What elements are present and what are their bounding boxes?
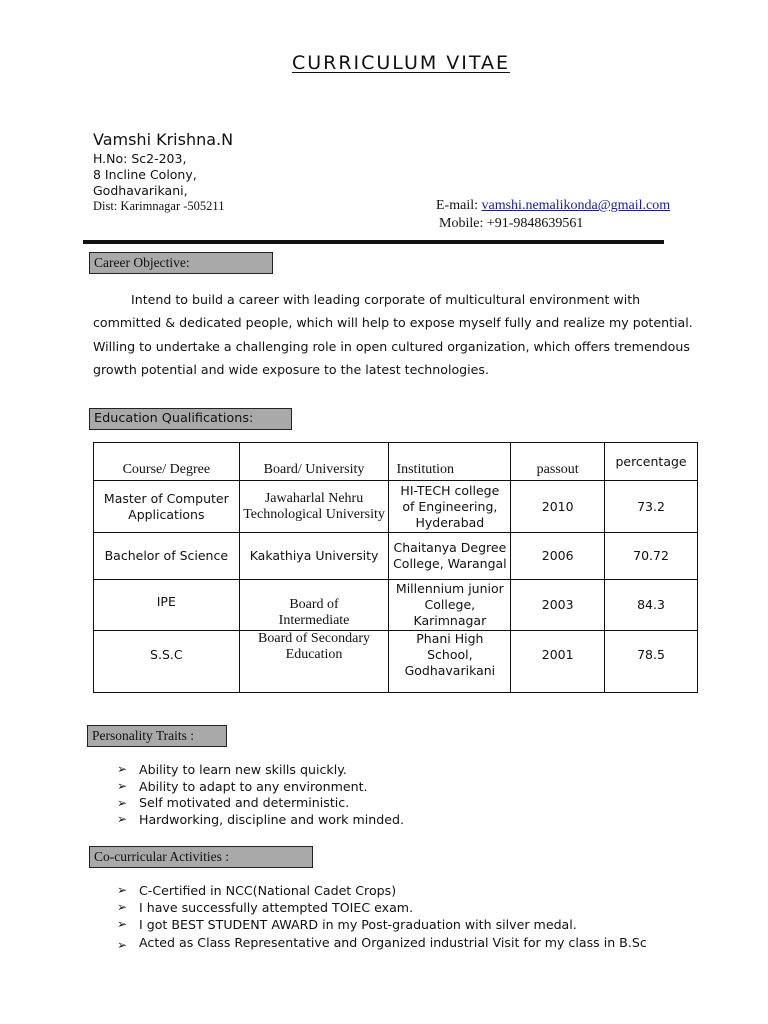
email-label: E-mail: [436,198,482,213]
list-item-text: I have successfully attempted TOIEC exam. [139,900,414,915]
career-objective-line: growth potential and wide exposure to the latest technologies. [93,361,489,377]
table-cell: 70.72 [605,533,698,580]
candidate-name: Vamshi Krishna.N [93,130,234,149]
list-item-text: Self motivated and deterministic. [139,795,350,810]
email-link[interactable]: vamshi.nemalikonda@gmail.com [481,198,671,213]
table-cell: 2001 [511,631,605,693]
arrow-bullet-icon: ➢ [117,883,128,897]
list-item [117,811,404,828]
arrow-bullet-icon: ➢ [117,796,128,810]
career-objective-line: committed & dedicated people, which will help to expose myself fully and realize my potential. [93,315,693,331]
section-heading-education: Education Qualifications: [89,408,292,430]
personality-traits-list [117,761,404,828]
table-cell: IPE [94,580,240,631]
table-cell: 2003 [511,580,605,631]
arrow-bullet-icon: ➢ [117,812,128,826]
list-item-text: Ability to learn new skills quickly. [139,762,347,777]
list-item [117,899,647,916]
table-cell: 2010 [511,481,605,533]
list-item-text: Acted as Class Representative and Organized industrial Visit for my class in B.Sc [139,935,647,950]
career-objective-paragraph [93,288,713,381]
table-cell: S.S.C [94,631,240,693]
address-line: 8 Incline Colony, [93,167,197,182]
table-header-row [94,443,698,481]
list-item-text: C-Certified in NCC(National Cadet Crops) [139,883,397,898]
education-table [93,442,698,693]
header-divider [83,240,664,244]
table-cell: Board of Secondary Education [239,631,389,693]
address-line: H.No: Sc2-203, [93,151,187,166]
column-header: passout [511,443,605,481]
table-cell: 2006 [511,533,605,580]
table-cell: Board of Intermediate [239,580,389,631]
mobile-number: Mobile: +91-9848639561 [439,216,584,231]
table-row [94,533,698,580]
district-line: Dist: Karimnagar -505211 [93,199,225,213]
page-title: CURRICULUM VITAE [291,52,511,74]
career-objective-line: Intend to build a career with leading corporate of multicultural environment with [131,292,641,307]
column-header: Institution [389,443,511,481]
table-cell: 84.3 [605,580,698,631]
address-line: Godhavarikani, [93,183,188,198]
arrow-bullet-icon: ➢ [117,938,128,952]
column-header: Board/ University [239,443,389,481]
email-row [436,198,670,214]
table-row [94,481,698,533]
list-item [117,882,647,899]
table-cell: 73.2 [605,481,698,533]
table-cell: Millennium junior College, Karimnagar [389,580,511,631]
list-item [117,778,404,795]
table-cell: Jawaharlal Nehru Technological University [239,481,389,533]
arrow-bullet-icon: ➢ [117,762,128,776]
list-item-text: Ability to adapt to any environment. [139,779,368,794]
column-header: percentage [605,443,698,481]
table-cell: Chaitanya Degree College, Warangal [389,533,511,580]
column-header: Course/ Degree [94,443,240,481]
list-item [117,761,404,778]
list-item [117,916,647,933]
table-row [94,631,698,693]
arrow-bullet-icon: ➢ [117,900,128,914]
table-cell: Kakathiya University [239,533,389,580]
arrow-bullet-icon: ➢ [117,779,128,793]
section-heading-career: Career Objective: [89,252,273,274]
list-item [117,795,404,811]
table-cell: Master of Computer Applications [94,481,240,533]
table-cell: Phani High School, Godhavarikani [389,631,511,693]
cocurricular-activities-list [117,882,647,953]
table-cell: 78.5 [605,631,698,693]
list-item [117,933,647,953]
list-item-text: Hardworking, discipline and work minded. [139,812,404,827]
list-item-text: I got BEST STUDENT AWARD in my Post-graduation with silver medal. [139,917,577,932]
table-cell: HI-TECH college of Engineering, Hyderabad [389,481,511,533]
career-objective-line: Willing to undertake a challenging role in open cultured organization, which offers tremendous [93,338,690,354]
arrow-bullet-icon: ➢ [117,917,128,931]
section-heading-cocurricular: Co-curricular Activities : [89,846,313,868]
table-row [94,580,698,631]
table-cell: Bachelor of Science [94,533,240,580]
section-heading-personality: Personality Traits : [87,725,227,747]
